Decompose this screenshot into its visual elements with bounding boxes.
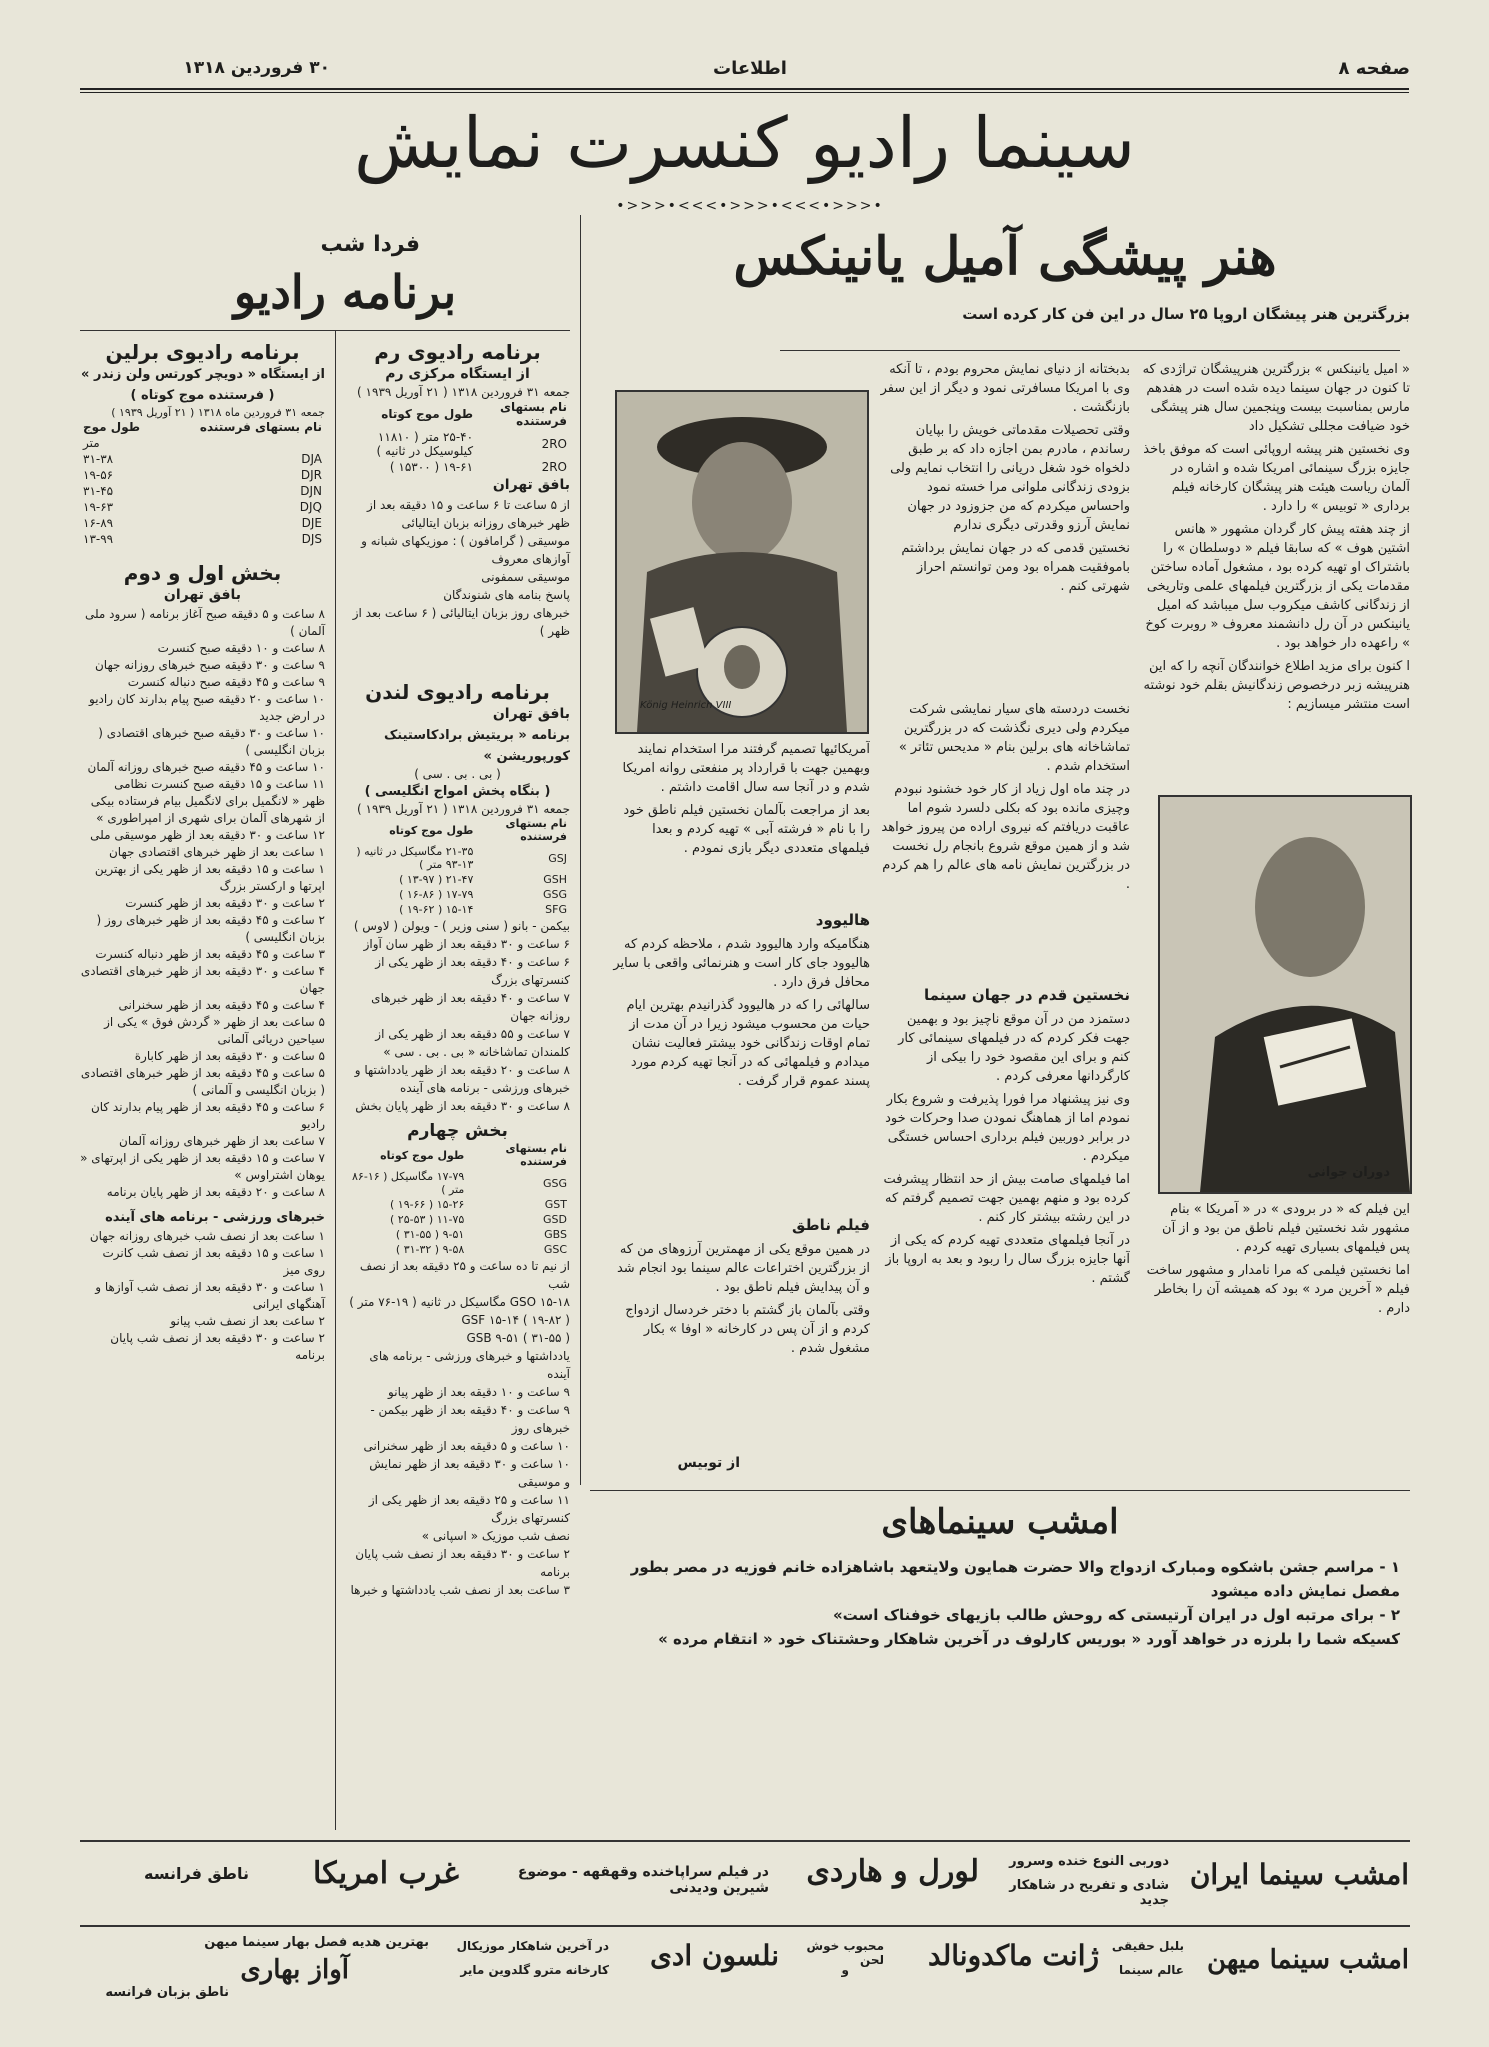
program-item: GSF ۱۵-۱۴ ( ۱۹-۸۲ ) bbox=[461, 1313, 570, 1327]
london-code: GBS bbox=[544, 1228, 567, 1241]
cinema-item: ۲ - برای مرتبه اول در ایران آرتیستی که روحش طالب بازیهای خوفناک است» bbox=[832, 1606, 1400, 1624]
program-item: ۱۱ ساعت و ۲۵ دقیقه بعد از ظهر یکی از کنسرتهای بزرگ bbox=[368, 1493, 570, 1525]
program-item: ۸ ساعت و ۱۰ دقیقه صبح کنسرت bbox=[157, 641, 325, 655]
article-paragraph: دستمزد من در آن موقع ناچیز بود و بهمین جهت فکر کردم که در فیلمهای سینمائی کار کنم و برای این مقصود خود را بیکی از کارگردانها معرفی کردم . bbox=[898, 1012, 1130, 1084]
ad-iran-tag1: دوربی النوع خنده وسرور bbox=[1009, 1854, 1169, 1869]
london-code: GSC bbox=[543, 1243, 567, 1256]
program-item: ظهر « لانگمیل برای لانگمیل بیام فرستاده بیکی از شهرهای آلمان برای شهری از امپراطوری » bbox=[90, 794, 325, 825]
ad-iran-stars: لورل و هاردی bbox=[806, 1854, 979, 1889]
london-section4: بخش چهارم bbox=[407, 1121, 508, 1141]
program-item: پاسخ بنامه های شنوندگان bbox=[443, 588, 570, 602]
london-code: GSD bbox=[543, 1213, 567, 1226]
program-item: ۹ ساعت و ۴۰ دقیقه بعد از ظهر بیکمن - خبرهای روز bbox=[370, 1403, 570, 1435]
program-item: ۵ ساعت بعد از ظهر « گردش فوق » یکی از سیاحین دریائی آلمانی bbox=[104, 1015, 325, 1046]
rome-date: جمعه ۳۱ فروردین ۱۳۱۸ ( ۲۱ آوریل ۱۹۳۹ ) bbox=[357, 385, 570, 399]
program-item: ۳ ساعت و ۴۵ دقیقه بعد از ظهر دنباله کنسرت bbox=[95, 947, 325, 961]
london-date: جمعه ۳۱ فروردین ۱۳۱۸ ( ۲۱ آوریل ۱۹۳۹ ) bbox=[357, 802, 570, 816]
article-paragraph: اما نخستین فیلمی که مرا نامدار و مشهور ساخت فیلم « آخرین مرد » بود که همیشه آن را بخاطر دارم . bbox=[1146, 1263, 1410, 1316]
program-item: و موسیقی bbox=[518, 1475, 570, 1489]
ad-iran-head: امشب سینما ایران bbox=[1189, 1858, 1409, 1891]
article-paragraph: هنگامیکه وارد هالیوود شدم ، ملاحظه کردم که هالیوود جای کار است و هنرنمائی واقعی با سایر محافل فرق دارد . bbox=[613, 937, 870, 990]
program-item: ۸ ساعت و ۲۰ دقیقه بعد از ظهر پایان برنامه bbox=[106, 1185, 325, 1199]
article-paragraph: وی نخستین هنر پیشه اروپائی است که موفق باخذ جایزه بزرگ سینمائی امریکا شده و اشاره در آلمان ریاست هیئت هنر پیشگان کارخانه فیلم برداری « توبیس » را دارد . bbox=[1143, 442, 1410, 514]
article-rule bbox=[780, 350, 1400, 351]
issue-date: ۳۰ فروردین ۱۳۱۸ bbox=[183, 58, 330, 78]
london-code: GSG bbox=[542, 1176, 567, 1190]
article-col1b bbox=[1140, 1200, 1410, 1480]
berlin-items bbox=[80, 606, 325, 1201]
article-paragraph: وقتی تحصیلات مقدماتی خویش را بپایان رساندم ، مادرم بمن اجازه داد که بر طبق دلخواه خود شغل دریانی را انتخاب نمایم ولی بزودی زندگانی ملوانی مرا خسته نمود واحساس میکردم که من جزوزود در جهان نمایش آرزو وقدرتی دیگری ندارم bbox=[890, 423, 1130, 533]
ornament: •>>>•<<<•>>>•<<<•>>>• bbox=[616, 198, 884, 214]
ad-mihan-tag2: عالم سینما bbox=[1119, 1963, 1184, 1977]
program-item: موسیقی ( گرامافون ) : موزیکهای شبانه و آوازهای معروف bbox=[361, 534, 570, 566]
article-col3 bbox=[610, 740, 870, 910]
program-item: ۵ ساعت و ۴۵ دقیقه بعد از ظهر خبرهای اقتصادی ( بزبان انگلیسی و آلمانی ) bbox=[80, 1066, 325, 1097]
program-item: ۲ ساعت و ۳۰ دقیقه بعد از نصف شب پایان برنامه bbox=[110, 1331, 325, 1362]
berlin-code: DJR bbox=[300, 468, 322, 482]
program-item: یادداشتها و خبرهای ورزشی - برنامه های آینده bbox=[369, 1349, 570, 1381]
radio-title: برنامه رادیو bbox=[233, 265, 457, 319]
section-heading-cinema: نخستین قدم در جهان سینما bbox=[924, 986, 1130, 1004]
cinemas-tonight-list bbox=[600, 1555, 1400, 1651]
program-item: ۷ ساعت بعد از ظهر خبرهای روزانه آلمان bbox=[119, 1134, 325, 1148]
berlin-wave: ۱۶-۸۹ bbox=[83, 516, 114, 530]
article-paragraph: آمریکائیها تصمیم گرفتند مرا استخدام نمایند وبهمین جهت با قرارداد پر منفعتی روانه امریکا شدم و در آنجا سه سال اقامت داشتم . bbox=[622, 742, 870, 795]
article-paragraph: وی نیز پیشنهاد مرا فورا پذیرفت و شروع بکار نمودم اما از هماهنگ نمودن صدا وحرکات خود در برابر دوربین فیلم برداری احساس خستگی میکردم . bbox=[885, 1092, 1130, 1164]
rome-wave: ۱۹-۶۱ ( ۱۵۳۰۰ ) bbox=[389, 460, 474, 474]
radio-top-label: فردا شب bbox=[320, 232, 420, 257]
berlin-th-wave: طول موج bbox=[83, 420, 141, 434]
rome-items bbox=[345, 496, 570, 640]
article-paragraph: سالهائی را که در هالیوود گذرانیدم بهترین ایام حیات من محسوب میشود زیرا در آن مدت از تمام اوقات زندگانی خود بیشتر فعالیت نشان میدادم و فیلمهائی که در آنجا تهیه کردم مورد پسند عموم قرار گرفت . bbox=[626, 998, 870, 1089]
program-item: ۷ ساعت و ۴۰ دقیقه بعد از ظهر خبرهای روزانه جهان bbox=[371, 991, 570, 1023]
program-item: نصف شب موزیک « اسپانی » bbox=[421, 1529, 570, 1543]
column-rule-radio bbox=[335, 330, 336, 1830]
london-short: ( بی . بی . سی ) bbox=[414, 767, 501, 781]
program-item: ۱۲ ساعت و ۳۰ دقیقه بعد از ظهر موسیقی ملی bbox=[90, 828, 325, 842]
ad-mihan-mid1: محبوب خوش لحن bbox=[806, 1939, 884, 1967]
program-item: ۴ ساعت و ۳۰ دقیقه بعد از ظهر خبرهای اقتصادی جهان bbox=[80, 964, 325, 995]
berlin-code: DJQ bbox=[299, 500, 322, 514]
article-col2 bbox=[880, 360, 1130, 690]
london-th-name: نام بستهای فرستنده bbox=[505, 817, 567, 843]
berlin-wave: ۳۱-۳۸ bbox=[83, 452, 114, 466]
london-th2-wave: طول موج کوتاه bbox=[380, 1148, 465, 1162]
berlin-station: از ایستگاه « دویچر کورتس ولن زندر » bbox=[81, 367, 325, 382]
ad-iran-lang: ناطق فرانسه bbox=[144, 1864, 249, 1883]
berlin-items2 bbox=[80, 1228, 325, 1364]
ads-rule-top bbox=[80, 1840, 1410, 1842]
article-paragraph: « امیل یانینکس » بزرگترین هنرپیشگان تراژدی که تا کنون در جهان سینما دیده شده است در هفدهم مارس بمناسبت بیست وپنجمین سال هنر پیشگی خود ضیافت مجللی تشکیل داد bbox=[1142, 362, 1410, 434]
london-wave: ۹-۵۱ ( ۳۱-۵۵ ) bbox=[395, 1228, 465, 1241]
ad-mihan-star2: نلسون ادی bbox=[650, 1939, 779, 1972]
program-item: ۱۰ ساعت و ۵ دقیقه بعد از ظهر سخنرانی bbox=[363, 1439, 570, 1453]
berlin-wave: ۱۹-۵۶ bbox=[83, 468, 114, 482]
program-item: ۶ ساعت و ۳۰ دقیقه بعد از ظهر سان آواز bbox=[363, 937, 570, 951]
article-paragraph: وقتی بآلمان باز گشتم با دختر خردسال ازدواج کردم و از آن پس در کارخانه « اوفا » بکار مشغول شدم . bbox=[625, 1303, 870, 1356]
program-item: ۷ ساعت و ۵۵ دقیقه بعد از ظهر یکی از کلمندان تماشاخانه « بی . بی . سی » bbox=[375, 1027, 570, 1059]
ad-mihan-desc1: در آخرین شاهکار موزیکال bbox=[456, 1939, 609, 1953]
program-item: موسیقی سمفونی bbox=[481, 570, 570, 584]
london-station: برنامه « بریتیش برادکاستینک کورپوریشن » bbox=[383, 728, 570, 764]
london-title: برنامه رادیوی لندن bbox=[365, 680, 550, 704]
london-code: SFG bbox=[545, 903, 567, 916]
london-wave: ۱۱-۷۵ ( ۲۵-۵۳ ) bbox=[389, 1213, 465, 1226]
ad-iran-film: غرب امریکا bbox=[313, 1856, 459, 1891]
london-code: GSJ bbox=[548, 851, 567, 865]
program-item: ۶ ساعت و ۴۰ دقیقه بعد از ظهر یکی از کنسرتهای بزرگ bbox=[375, 955, 570, 987]
berlin-title: برنامه رادیوی برلین bbox=[105, 340, 300, 364]
photo2-caption: دوران جوانی bbox=[1307, 1165, 1390, 1180]
ad-mihan-film: آواز بهاری bbox=[240, 1955, 349, 1985]
article-col3c bbox=[610, 1240, 870, 1450]
program-item: ۳ ساعت بعد از نصف شب یادداشتها و خبرها bbox=[350, 1583, 570, 1597]
london-tehran-time: بافق تهران bbox=[492, 706, 570, 722]
column-rule-main bbox=[580, 215, 581, 1485]
article-paragraph: نخست دردسته های سیار نمایشی شرکت میکردم ولی دیری نگذشت که در بزرگترین تماشاخانه های برلین بنام « مدیحس تئاتر » استخدام شدم . bbox=[898, 702, 1130, 774]
article-paragraph: نخستین قدمی که در جهان نمایش برداشتم باموفقیت همراه بود ومن توانستم احراز شهرتی کنم . bbox=[901, 541, 1130, 594]
rome-wave: ۲۵-۴۰ متر ( ۱۱۸۱۰ کیلوسیکل در ثانیه ) bbox=[376, 430, 474, 458]
london-wave: ۱۵-۱۴ ( ۱۹-۶۲ ) bbox=[399, 903, 474, 916]
program-item: ۲ ساعت و ۳۰ دقیقه بعد از نصف شب پایان برنامه bbox=[355, 1547, 570, 1579]
paper-name: اطلاعات bbox=[713, 58, 787, 79]
berlin-section-next: خبرهای ورزشی - برنامه های آینده bbox=[105, 1210, 325, 1225]
london-wave: ۲۱-۳۵ مگاسیکل در ثانیه ( ۱۳-۹۳ متر ) bbox=[356, 845, 474, 871]
program-item: GSB ۹-۵۱ ( ۳۱-۵۵ ) bbox=[466, 1331, 570, 1345]
article-paragraph: در همین موقع یکی از مهمترین آرزوهای من که از بزرگترین اختراعات عالم سینما بود انجام شد و آن پیدایش فیلم ناطق بود . bbox=[616, 1242, 870, 1295]
article-col3b bbox=[610, 935, 870, 1210]
london-items bbox=[345, 917, 570, 1115]
london-items2 bbox=[345, 1257, 570, 1599]
london-wave: ۱۵-۲۶ ( ۱۹-۶۶ ) bbox=[389, 1198, 465, 1211]
ad-iran-desc: در فیلم سراپاخنده وقهقهه - موضوع شیرین ودیدنی bbox=[517, 1864, 769, 1896]
portrait-henry-photo bbox=[615, 390, 869, 734]
program-item: ۱ ساعت بعد از ظهر خبرهای اقتصادی جهان bbox=[108, 845, 325, 859]
london-program bbox=[345, 680, 570, 1599]
berlin-date: جمعه ۳۱ فروردین ماه ۱۳۱۸ ( ۲۱ آوریل ۱۹۳۹ ) bbox=[111, 406, 325, 419]
article-paragraph: بعد از مراجعت بآلمان نخستین فیلم ناطق خود را با نام « فرشته آبی » تهیه کردم و بعدا فیلمهای متعددی دیگر بازی نمودم . bbox=[623, 803, 870, 856]
program-item: ۲ ساعت و ۳۰ دقیقه بعد از ظهر کنسرت bbox=[125, 896, 325, 910]
rome-tehran-time: بافق تهران bbox=[492, 477, 570, 493]
ad-mihan-mid2: و bbox=[841, 1963, 849, 1977]
program-item: ۱ ساعت بعد از نصف شب خبرهای روزانه جهان bbox=[89, 1229, 325, 1243]
london-sender: ( بنگاه پخش امواج انگلیسی ) bbox=[364, 784, 551, 799]
rome-code: 2RO bbox=[541, 460, 567, 474]
berlin-section12: بخش اول و دوم bbox=[123, 561, 282, 585]
article-col2b bbox=[880, 700, 1130, 980]
berlin-sender: ( فرستنده موج کوتاه ) bbox=[130, 388, 275, 403]
london-table2 bbox=[345, 1141, 570, 1257]
program-item: ۱ ساعت و ۱۵ دقیقه بعد از نصف شب کانرت روی میز bbox=[102, 1246, 325, 1277]
london-code: GSH bbox=[543, 873, 567, 886]
masthead-rule-thin bbox=[80, 92, 1409, 93]
cinema-item: ۱ - مراسم جشن باشکوه ومبارک ازدواج والا حضرت همایون ولایتعهد باشاهزاده خانم فوزیه در مصر بطور مفصل نمایش داده میشود bbox=[630, 1558, 1400, 1600]
london-th-wave: طول موج کوتاه bbox=[389, 823, 474, 837]
ad-mihan-tag1: بلبل حقیقی bbox=[1111, 1939, 1184, 1953]
cinema-item: کسیکه شما را بلرزه در خواهد آورد « بوریس کارلوف در آخرین شاهکار وحشتناک خود « انتقام مرده » bbox=[658, 1630, 1400, 1648]
berlin-code: DJA bbox=[301, 452, 322, 466]
program-item: خبرهای روز بزبان ایتالیائی ( ۶ ساعت بعد از ظهر ) bbox=[352, 606, 570, 638]
berlin-program bbox=[80, 340, 325, 1364]
program-item: ۱۰ ساعت و ۳۰ دقیقه صبح خبرهای اقتصادی ( بزبان انگلیسی ) bbox=[98, 726, 325, 757]
article-paragraph: اما فیلمهای صامت بیش از حد انتظار پیشرفت کرده بود و منهم بهمین جهت تصمیم گرفتم که در این رشته بیشتر کار کنم . bbox=[883, 1172, 1130, 1225]
rome-th-wave: طول موج کوتاه bbox=[381, 407, 474, 421]
ads-rule-mid bbox=[80, 1925, 1410, 1927]
berlin-wave: ۱۳-۹۹ bbox=[83, 532, 114, 546]
cinema-box-rule bbox=[590, 1490, 1410, 1491]
program-item: ۲ ساعت و ۴۵ دقیقه بعد از ظهر خبرهای روز ( بزبان انگلیسی ) bbox=[96, 913, 325, 944]
program-item: ۸ ساعت و ۵ دقیقه صبح آغاز برنامه ( سرود ملی آلمان ) bbox=[84, 607, 325, 638]
program-item: ۱۱ ساعت و ۱۵ دقیقه صبح کنسرت نظامی bbox=[114, 777, 325, 791]
london-wave: ۹-۵۸ ( ۳۱-۳۲ ) bbox=[395, 1243, 465, 1256]
program-item: ۱۰ ساعت و ۴۵ دقیقه صبح خبرهای روزانه آلمان bbox=[87, 760, 325, 774]
ad-mihan-lang: ناطق بزبان فرانسه bbox=[105, 1985, 229, 2000]
banner-title: سینما رادیو کنسرت نمایش bbox=[354, 102, 1135, 184]
berlin-unit: متر bbox=[83, 436, 100, 450]
ad-mihan-desc2: کارخانه مترو گلدوین مایر bbox=[460, 1963, 609, 1977]
rome-table bbox=[345, 399, 570, 475]
photo1-caption: König Heinrich VIII bbox=[640, 700, 732, 711]
program-item: ۷ ساعت و ۱۵ دقیقه بعد از ظهر یکی از اپرتهای « یوهان اشتراوس » bbox=[80, 1151, 325, 1182]
section-heading-talkie: فیلم ناطق bbox=[792, 1216, 870, 1234]
program-item: از نیم تا ده ساعت و ۲۵ دقیقه بعد از نصف شب bbox=[359, 1259, 570, 1291]
berlin-wave: ۱۹-۶۳ bbox=[83, 500, 114, 514]
program-item: ۹ ساعت و ۱۰ دقیقه بعد از ظهر پیانو bbox=[388, 1385, 570, 1399]
ad-mihan-head: امشب سینما میهن bbox=[1207, 1945, 1409, 1975]
program-item: ۸ ساعت و ۳۰ دقیقه بعد از ظهر پایان بخش bbox=[355, 1099, 570, 1113]
program-item: GSO ۱۵-۱۸ مگاسیکل در ثانیه ( ۱۹-۷۶ متر ) bbox=[349, 1295, 570, 1309]
london-wave: ۱۷-۷۹ مگاسیکل ( ۱۶-۸۶ متر ) bbox=[352, 1170, 465, 1196]
program-item: ۲ ساعت بعد از نصف شب پیانو bbox=[170, 1314, 325, 1328]
program-item: ۱۰ ساعت و ۳۰ دقیقه بعد از ظهر نمایش bbox=[369, 1457, 570, 1471]
berlin-th-name: نام بستهای فرستنده bbox=[199, 420, 322, 434]
rome-th-name: نام بستهای فرستنده bbox=[499, 400, 567, 428]
program-item: ۶ ساعت و ۴۵ دقیقه بعد از ظهر پیام بدارند کان رادیو bbox=[90, 1100, 325, 1131]
program-item: بیکمن - بانو ( سنی وزیر ) - ویولن ( لاوس ) bbox=[353, 919, 570, 933]
program-item: ۸ ساعت و ۲۰ دقیقه بعد از ظهر یادداشتها و خبرهای ورزشی - برنامه های آینده bbox=[354, 1063, 570, 1095]
rome-station: از ایستگاه مرکزی رم bbox=[385, 366, 530, 382]
berlin-tehran-time: بافق تهران bbox=[163, 587, 242, 603]
masthead-rule bbox=[80, 88, 1409, 90]
ad-cinema-iran bbox=[80, 1850, 1409, 1920]
london-table bbox=[345, 816, 570, 917]
portrait-young-photo bbox=[1158, 795, 1412, 1194]
london-code: GST bbox=[544, 1198, 567, 1211]
page-number: صفحه ۸ bbox=[1338, 58, 1410, 79]
program-item: از ۵ ساعت تا ۶ ساعت و ۱۵ دقیقه بعد از ظهر خبرهای روزانه بزبان ایتالیائی bbox=[367, 498, 570, 530]
rome-title: برنامه رادیوی رم bbox=[374, 340, 541, 364]
berlin-wave: ۳۱-۴۵ bbox=[83, 484, 114, 498]
berlin-table bbox=[80, 419, 325, 547]
program-item: ۹ ساعت و ۴۵ دقیقه صبح دنباله کنسرت bbox=[127, 675, 325, 689]
london-wave: ۲۱-۴۷ ( ۱۳-۹۷ ) bbox=[399, 873, 474, 886]
radio-rule bbox=[80, 330, 570, 331]
program-item: ۱۰ ساعت و ۲۰ دقیقه صبح پیام بدارند کان رادیو در ارض جدید bbox=[89, 692, 325, 723]
ad-mihan-star1: ژانت ماکدونالد bbox=[928, 1939, 1099, 1972]
article-paragraph: بدبختانه از دنیای نمایش محروم بودم ، تا آنکه وی با امریکا مسافرتی نمود و دیگر از این سفر بازنگشت . bbox=[880, 362, 1130, 415]
rome-program bbox=[345, 340, 570, 640]
article-title: هنر پیشگی آمیل یانینکس bbox=[733, 226, 1277, 287]
article-paragraph: در آنجا فیلمهای متعددی تهیه کردم که یکی از آنها جایزه بزرگ سال را ربود و بعد به اروپا باز گشتم . bbox=[885, 1233, 1130, 1286]
article-paragraph: این فیلم که « در برودی » در « آمریکا » بنام مشهور شد نخستین فیلم ناطق من بود و از آن پس فیلمهای بسیاری تهیه کردم . bbox=[1162, 1202, 1410, 1255]
program-item: ۵ ساعت و ۳۰ دقیقه بعد از ظهر کابارة bbox=[134, 1049, 325, 1063]
rome-code: 2RO bbox=[541, 437, 567, 451]
program-item: ۴ ساعت و ۴۵ دقیقه بعد از ظهر سخنرانی bbox=[118, 998, 325, 1012]
article-paragraph: از چند هفته پیش کار گردان مشهور « هانس اشتین هوف » که سابقا فیلم « دوسلطان » را باشتراک او تهیه کرده بود ، مشغول آماده ساختن مقدمات یکی از بزرگترین فیلمهای علمی وتاریخی از زندگانی کاشف میکروب سل میباشد که امیل یانینکس در آن رل دانشمند معروف « روبرت کوخ » راعهده دار خواهد بود . bbox=[1145, 522, 1410, 651]
article-col1 bbox=[1140, 360, 1410, 770]
london-wave: ۱۷-۷۹ ( ۱۶-۸۶ ) bbox=[399, 888, 474, 901]
berlin-code: DJS bbox=[301, 532, 322, 546]
program-item: ۹ ساعت و ۳۰ دقیقه صبح خبرهای روزانه جهان bbox=[94, 658, 325, 672]
ad-iran-tag2: شادی و تفریح در شاهکار جدید bbox=[1009, 1878, 1169, 1908]
berlin-code: DJE bbox=[301, 516, 322, 530]
section-heading-hollywood: هالیوود bbox=[815, 911, 870, 929]
program-item: ۱ ساعت و ۳۰ دقیقه بعد از نصف شب آوازها و آهنگهای ایرانی bbox=[95, 1280, 325, 1311]
london-th2-name: نام بستهای فرستنده bbox=[505, 1142, 567, 1168]
article-col2c bbox=[880, 1010, 1130, 1480]
berlin-code: DJN bbox=[300, 484, 322, 498]
article-paragraph: در چند ماه اول زیاد از کار خود خشنود نبودم وچیزی مانده بود که بکلی دلسرد شوم اما عاقبت دریافتم که نیروی اراده من پیروز خواهد شد و از همین موقع شروع بانجام رل نخست در بزرگترین نمایش نامه های عالم را هم کردم . bbox=[881, 782, 1130, 892]
ad-mihan-tag3: بهترین هدیه فصل بهار سینما میهن bbox=[204, 1935, 429, 1950]
ad-cinema-mihan bbox=[80, 1935, 1409, 2015]
article-signature: از توبیس bbox=[677, 1455, 740, 1471]
article-paragraph: ا کنون برای مزید اطلاع خوانندگان آنچه را که این هنرپیشه زبر درخصوص زندگانیش بقلم خود نوشته است منتشر میسازیم : bbox=[1143, 659, 1410, 712]
london-code: GSG bbox=[542, 888, 567, 901]
program-item: ۱ ساعت و ۱۵ دقیقه بعد از ظهر یکی از بهترین اپرتها و ارکستر بزرگ bbox=[94, 862, 325, 893]
cinemas-tonight-title: امشب سینماهای bbox=[881, 1502, 1119, 1542]
article-subtitle: بزرگترین هنر پیشگان اروپا ۲۵ سال در این فن کار کرده است bbox=[962, 305, 1410, 323]
